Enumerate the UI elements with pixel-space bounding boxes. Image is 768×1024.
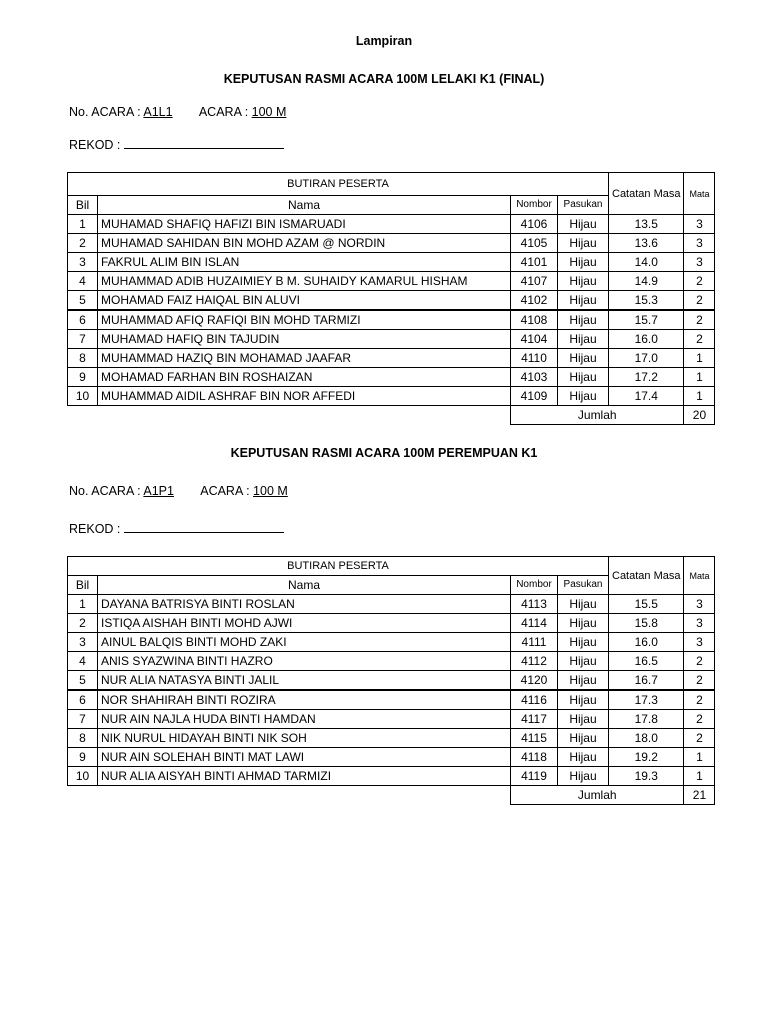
row-pasukan: Hijau xyxy=(558,291,609,311)
row-nama: MOHAMAD FAIZ HAIQAL BIN ALUVI xyxy=(98,291,511,311)
row-mata: 2 xyxy=(684,330,715,349)
row-catatan-masa: 17.3 xyxy=(609,690,684,710)
row-mata: 1 xyxy=(684,349,715,368)
butiran-peserta-header: BUTIRAN PESERTA xyxy=(68,557,609,576)
row-bil: 8 xyxy=(68,729,98,748)
rekod-label: REKOD : xyxy=(69,522,121,536)
rekod-blank-line xyxy=(124,522,284,533)
event-2-results-table xyxy=(67,556,715,805)
row-catatan-masa: 19.2 xyxy=(609,748,684,767)
row-pasukan: Hijau xyxy=(558,349,609,368)
row-bil: 7 xyxy=(68,710,98,729)
jumlah-value: 21 xyxy=(684,786,715,805)
row-nama: MUHAMMAD ADIB HUZAIMIEY B M. SUHAIDY KAMARUL HISHAM xyxy=(98,272,511,291)
row-pasukan: Hijau xyxy=(558,272,609,291)
row-nombor: 4105 xyxy=(511,234,558,253)
row-mata: 2 xyxy=(684,671,715,691)
row-catatan-masa: 14.0 xyxy=(609,253,684,272)
table-row xyxy=(68,368,715,387)
row-pasukan: Hijau xyxy=(558,595,609,614)
table-row xyxy=(68,729,715,748)
row-nama: MUHAMMAD AIDIL ASHRAF BIN NOR AFFEDI xyxy=(98,387,511,406)
no-acara-value: A1P1 xyxy=(143,484,174,498)
jumlah-label: Jumlah xyxy=(511,786,684,805)
row-mata: 3 xyxy=(684,595,715,614)
row-catatan-masa: 18.0 xyxy=(609,729,684,748)
row-nama: MUHAMAD SAHIDAN BIN MOHD AZAM @ NORDIN xyxy=(98,234,511,253)
nombor-header: Nombor xyxy=(511,576,558,595)
row-mata: 2 xyxy=(684,690,715,710)
acara-label: ACARA : xyxy=(200,484,250,498)
row-nama: NUR AIN NAJLA HUDA BINTI HAMDAN xyxy=(98,710,511,729)
row-nama: MUHAMAD SHAFIQ HAFIZI BIN ISMARUADI xyxy=(98,215,511,234)
row-nama: NUR ALIA AISYAH BINTI AHMAD TARMIZI xyxy=(98,767,511,786)
table-row xyxy=(68,253,715,272)
row-pasukan: Hijau xyxy=(558,310,609,330)
row-nombor: 4120 xyxy=(511,671,558,691)
event-2-rows xyxy=(68,595,715,805)
row-catatan-masa: 16.7 xyxy=(609,671,684,691)
row-bil: 9 xyxy=(68,368,98,387)
row-pasukan: Hijau xyxy=(558,767,609,786)
row-catatan-masa: 13.6 xyxy=(609,234,684,253)
pasukan-header: Pasukan xyxy=(558,196,609,215)
table-row xyxy=(68,767,715,786)
row-nombor: 4107 xyxy=(511,272,558,291)
row-catatan-masa: 15.3 xyxy=(609,291,684,311)
row-nama: MUHAMMAD HAZIQ BIN MOHAMAD JAAFAR xyxy=(98,349,511,368)
row-nombor: 4114 xyxy=(511,614,558,633)
row-catatan-masa: 14.9 xyxy=(609,272,684,291)
row-nama: NOR SHAHIRAH BINTI ROZIRA xyxy=(98,690,511,710)
mata-header: Mata xyxy=(684,173,715,215)
row-catatan-masa: 15.7 xyxy=(609,310,684,330)
event-2-rekod xyxy=(69,522,284,536)
row-catatan-masa: 17.4 xyxy=(609,387,684,406)
table-row xyxy=(68,215,715,234)
event-1-rows xyxy=(68,215,715,425)
row-pasukan: Hijau xyxy=(558,215,609,234)
event-2-title: KEPUTUSAN RASMI ACARA 100M PEREMPUAN K1 xyxy=(230,446,538,460)
row-bil: 3 xyxy=(68,253,98,272)
row-pasukan: Hijau xyxy=(558,633,609,652)
row-nombor: 4113 xyxy=(511,595,558,614)
no-acara-label: No. ACARA : xyxy=(69,105,141,119)
row-nama: DAYANA BATRISYA BINTI ROSLAN xyxy=(98,595,511,614)
row-pasukan: Hijau xyxy=(558,729,609,748)
row-mata: 2 xyxy=(684,291,715,311)
row-bil: 7 xyxy=(68,330,98,349)
row-nombor: 4117 xyxy=(511,710,558,729)
event-1-info xyxy=(69,105,286,119)
row-pasukan: Hijau xyxy=(558,690,609,710)
nama-header: Nama xyxy=(98,576,511,595)
row-pasukan: Hijau xyxy=(558,234,609,253)
row-mata: 2 xyxy=(684,272,715,291)
row-mata: 1 xyxy=(684,368,715,387)
row-pasukan: Hijau xyxy=(558,671,609,691)
row-bil: 1 xyxy=(68,215,98,234)
row-nombor: 4116 xyxy=(511,690,558,710)
row-catatan-masa: 19.3 xyxy=(609,767,684,786)
row-nama: ANIS SYAZWINA BINTI HAZRO xyxy=(98,652,511,671)
butiran-peserta-header: BUTIRAN PESERTA xyxy=(68,173,609,196)
row-nama: NIK NURUL HIDAYAH BINTI NIK SOH xyxy=(98,729,511,748)
row-mata: 1 xyxy=(684,387,715,406)
row-catatan-masa: 13.5 xyxy=(609,215,684,234)
table-row xyxy=(68,349,715,368)
row-nama: NUR ALIA NATASYA BINTI JALIL xyxy=(98,671,511,691)
catatan-masa-header: Catatan Masa xyxy=(609,557,684,595)
row-nombor: 4103 xyxy=(511,368,558,387)
table-row xyxy=(68,614,715,633)
row-nama: MUHAMMAD AFIQ RAFIQI BIN MOHD TARMIZI xyxy=(98,310,511,330)
no-acara-value: A1L1 xyxy=(143,105,173,119)
bil-header: Bil xyxy=(68,196,98,215)
row-mata: 1 xyxy=(684,767,715,786)
row-bil: 3 xyxy=(68,633,98,652)
row-nombor: 4112 xyxy=(511,652,558,671)
jumlah-row xyxy=(68,786,715,805)
row-pasukan: Hijau xyxy=(558,710,609,729)
table-row xyxy=(68,633,715,652)
row-nombor: 4109 xyxy=(511,387,558,406)
row-pasukan: Hijau xyxy=(558,748,609,767)
row-bil: 6 xyxy=(68,310,98,330)
row-nombor: 4106 xyxy=(511,215,558,234)
table-row xyxy=(68,234,715,253)
table-row xyxy=(68,291,715,311)
row-nombor: 4111 xyxy=(511,633,558,652)
rekod-label: REKOD : xyxy=(69,138,121,152)
row-bil: 5 xyxy=(68,671,98,691)
row-bil: 10 xyxy=(68,387,98,406)
table-row xyxy=(68,690,715,710)
row-mata: 3 xyxy=(684,234,715,253)
mata-header: Mata xyxy=(684,557,715,595)
row-catatan-masa: 15.8 xyxy=(609,614,684,633)
pasukan-header: Pasukan xyxy=(558,576,609,595)
event-1-results-table xyxy=(67,172,715,425)
document-heading: Lampiran xyxy=(355,34,413,48)
table-row xyxy=(68,595,715,614)
row-mata: 3 xyxy=(684,253,715,272)
row-nombor: 4119 xyxy=(511,767,558,786)
acara-label: ACARA : xyxy=(198,105,249,119)
row-nombor: 4104 xyxy=(511,330,558,349)
row-nama: NUR AIN SOLEHAH BINTI MAT LAWI xyxy=(98,748,511,767)
event-1-title: KEPUTUSAN RASMI ACARA 100M LELAKI K1 (FINAL) xyxy=(223,72,545,86)
table-row xyxy=(68,652,715,671)
row-catatan-masa: 17.2 xyxy=(609,368,684,387)
row-nombor: 4118 xyxy=(511,748,558,767)
row-mata: 3 xyxy=(684,614,715,633)
row-bil: 2 xyxy=(68,234,98,253)
row-bil: 6 xyxy=(68,690,98,710)
row-mata: 2 xyxy=(684,310,715,330)
row-bil: 4 xyxy=(68,272,98,291)
row-bil: 9 xyxy=(68,748,98,767)
row-nama: MOHAMAD FARHAN BIN ROSHAIZAN xyxy=(98,368,511,387)
rekod-blank-line xyxy=(124,138,284,149)
row-nombor: 4115 xyxy=(511,729,558,748)
row-nombor: 4110 xyxy=(511,349,558,368)
table-row xyxy=(68,671,715,691)
row-bil: 1 xyxy=(68,595,98,614)
row-catatan-masa: 16.0 xyxy=(609,633,684,652)
table-row xyxy=(68,748,715,767)
nombor-header: Nombor xyxy=(511,196,558,215)
jumlah-row xyxy=(68,406,715,425)
jumlah-value: 20 xyxy=(684,406,715,425)
table-row xyxy=(68,310,715,330)
jumlah-label: Jumlah xyxy=(511,406,684,425)
row-pasukan: Hijau xyxy=(558,330,609,349)
event-1-rekod xyxy=(69,138,284,152)
row-nombor: 4102 xyxy=(511,291,558,311)
row-bil: 8 xyxy=(68,349,98,368)
row-nombor: 4108 xyxy=(511,310,558,330)
row-nama: AINUL BALQIS BINTI MOHD ZAKI xyxy=(98,633,511,652)
row-mata: 3 xyxy=(684,215,715,234)
row-bil: 2 xyxy=(68,614,98,633)
row-nama: MUHAMAD HAFIQ BIN TAJUDIN xyxy=(98,330,511,349)
row-mata: 2 xyxy=(684,710,715,729)
acara-value: 100 M xyxy=(251,105,287,119)
row-nama: FAKRUL ALIM BIN ISLAN xyxy=(98,253,511,272)
row-bil: 4 xyxy=(68,652,98,671)
row-catatan-masa: 16.5 xyxy=(609,652,684,671)
catatan-masa-header: Catatan Masa xyxy=(609,173,684,215)
table-row xyxy=(68,330,715,349)
row-pasukan: Hijau xyxy=(558,368,609,387)
row-pasukan: Hijau xyxy=(558,253,609,272)
row-mata: 2 xyxy=(684,729,715,748)
table-row xyxy=(68,710,715,729)
nama-header: Nama xyxy=(98,196,511,215)
row-pasukan: Hijau xyxy=(558,387,609,406)
row-mata: 3 xyxy=(684,633,715,652)
row-bil: 10 xyxy=(68,767,98,786)
event-2-info xyxy=(69,484,288,498)
row-nombor: 4101 xyxy=(511,253,558,272)
acara-value: 100 M xyxy=(253,484,288,498)
jumlah-row-spacer xyxy=(68,786,511,805)
row-pasukan: Hijau xyxy=(558,652,609,671)
row-mata: 1 xyxy=(684,748,715,767)
table-row xyxy=(68,272,715,291)
row-catatan-masa: 15.5 xyxy=(609,595,684,614)
row-catatan-masa: 16.0 xyxy=(609,330,684,349)
jumlah-row-spacer xyxy=(68,406,511,425)
row-pasukan: Hijau xyxy=(558,614,609,633)
bil-header: Bil xyxy=(68,576,98,595)
row-bil: 5 xyxy=(68,291,98,311)
table-row xyxy=(68,387,715,406)
row-catatan-masa: 17.8 xyxy=(609,710,684,729)
row-mata: 2 xyxy=(684,652,715,671)
no-acara-label: No. ACARA : xyxy=(69,484,141,498)
row-catatan-masa: 17.0 xyxy=(609,349,684,368)
row-nama: ISTIQA AISHAH BINTI MOHD AJWI xyxy=(98,614,511,633)
